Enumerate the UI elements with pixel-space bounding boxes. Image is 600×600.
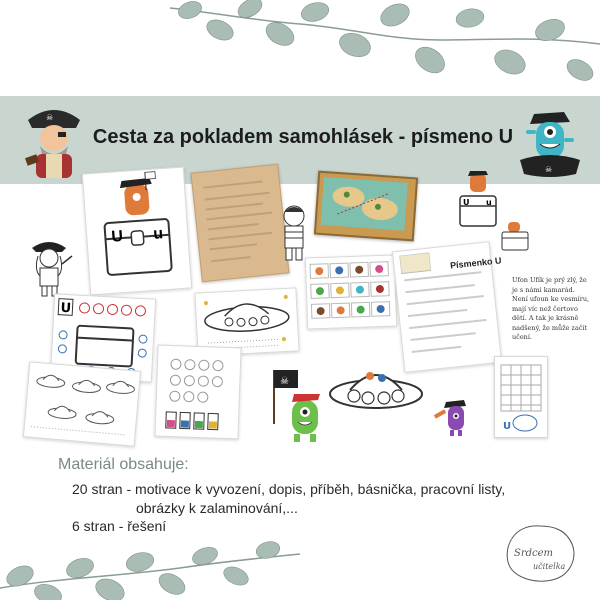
svg-text:U: U: [503, 421, 512, 432]
svg-text:U: U: [463, 198, 470, 207]
treasure-map-preview: [314, 171, 418, 242]
alien-pirate-small-icon: [432, 394, 474, 440]
materials-item-1-cont: obrázky k zalaminování,...: [136, 500, 298, 516]
worksheet-grid-preview: [494, 356, 548, 438]
materials-item-2: 6 stran - řešení: [72, 518, 167, 534]
pirate-chest-small-icon: [454, 170, 502, 232]
poem-text: Ufon Ufík je prý zlý, že je s námi kamarád. Není ufoun ke vesmíru, mají víc než čertovo dětí. A tak je krásně nadšený, že může začít učení.: [512, 276, 590, 341]
pirate-character-icon: [22, 98, 86, 182]
logo-text-line1: Srdcem: [514, 548, 554, 559]
logo-text-line2: učitelka: [533, 562, 566, 571]
worksheet-title: Písmenko U: [449, 255, 502, 271]
svg-text:☠: ☠: [545, 165, 553, 174]
svg-text:u: u: [486, 198, 492, 207]
big-ufo-icon: [326, 356, 426, 428]
pirate-girl-icon: [22, 236, 76, 298]
letter-parchment-preview: [190, 164, 289, 283]
letter-upper: U: [110, 228, 124, 246]
small-chest-icon: [498, 222, 532, 252]
pirate-boy-icon: [276, 202, 312, 264]
eucalyptus-bottom-icon: [0, 528, 300, 600]
svg-text:☠: ☠: [280, 376, 289, 387]
eucalyptus-top-icon: [150, 0, 600, 100]
materials-heading: Materiál obsahuje:: [58, 456, 189, 473]
materials-item-1: 20 stran - motivace k vyvození, dopis, příběh, básnička, pracovní listy,: [72, 481, 506, 497]
worksheet-chest-preview: [82, 167, 192, 296]
svg-text:☠: ☠: [46, 113, 54, 122]
picture-cards-preview: [305, 254, 397, 329]
page-title: Cesta za pokladem samohlásek - písmeno U: [92, 126, 514, 148]
alien-flag-icon: [264, 364, 334, 446]
worksheet-bottles-preview: [154, 345, 241, 440]
alien-character-icon: [512, 100, 588, 182]
letter-lower: u: [152, 225, 164, 243]
svg-text:U: U: [60, 300, 72, 317]
worksheet-ufos-small-preview: [23, 361, 141, 446]
